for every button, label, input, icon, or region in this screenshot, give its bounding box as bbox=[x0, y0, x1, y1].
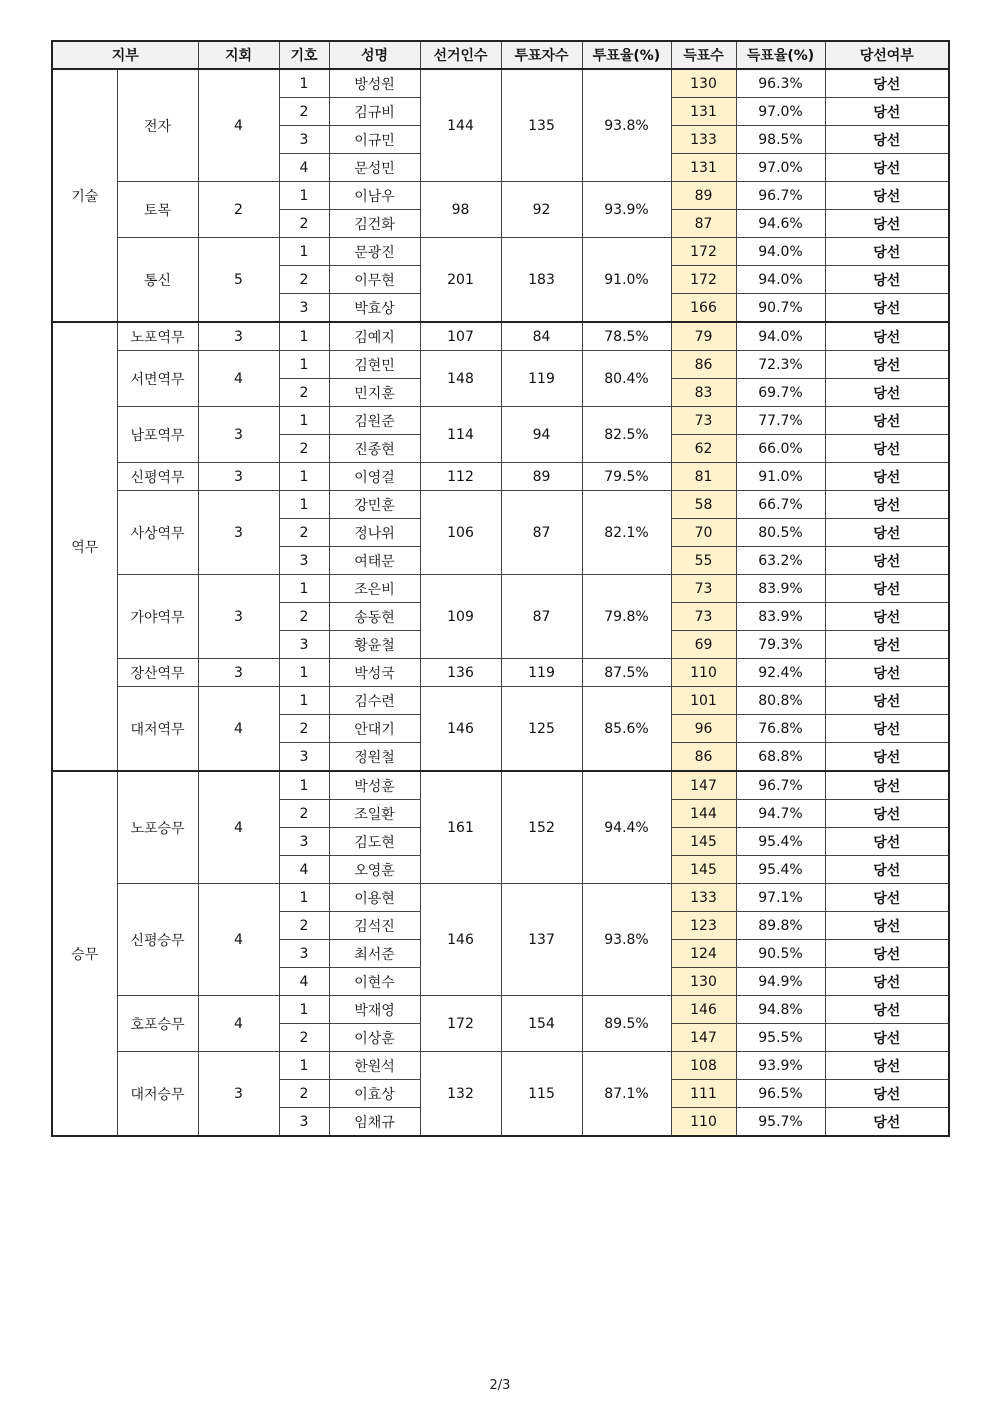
votes-cell: 166 bbox=[671, 294, 736, 323]
quota-cell: 3 bbox=[198, 575, 279, 659]
vote-rate-cell: 80.5% bbox=[736, 519, 825, 547]
vote-rate-cell: 95.4% bbox=[736, 828, 825, 856]
candidate-number-cell: 1 bbox=[279, 687, 329, 715]
voters-cell: 87 bbox=[501, 575, 582, 659]
votes-cell: 145 bbox=[671, 856, 736, 884]
result-cell: 당선 bbox=[825, 743, 949, 772]
electors-cell: 201 bbox=[420, 238, 501, 323]
candidate-name-cell: 김수련 bbox=[329, 687, 420, 715]
vote-rate-cell: 97.1% bbox=[736, 884, 825, 912]
candidate-number-cell: 3 bbox=[279, 743, 329, 772]
result-cell: 당선 bbox=[825, 491, 949, 519]
candidate-name-cell: 김도현 bbox=[329, 828, 420, 856]
result-cell: 당선 bbox=[825, 379, 949, 407]
votes-cell: 130 bbox=[671, 69, 736, 98]
sub-branch-cell: 노포승무 bbox=[117, 771, 198, 884]
candidate-name-cell: 황윤철 bbox=[329, 631, 420, 659]
vote-rate-cell: 83.9% bbox=[736, 575, 825, 603]
electors-cell: 146 bbox=[420, 687, 501, 772]
candidate-name-cell: 박성국 bbox=[329, 659, 420, 687]
electors-cell: 112 bbox=[420, 463, 501, 491]
sub-branch-cell: 토목 bbox=[117, 182, 198, 238]
quota-cell: 3 bbox=[198, 659, 279, 687]
votes-cell: 147 bbox=[671, 771, 736, 800]
result-cell: 당선 bbox=[825, 771, 949, 800]
voters-cell: 119 bbox=[501, 659, 582, 687]
header-quota: 지회 bbox=[198, 41, 279, 69]
table-row bbox=[52, 463, 949, 491]
turnout-cell: 82.5% bbox=[582, 407, 671, 463]
quota-cell: 4 bbox=[198, 996, 279, 1052]
result-cell: 당선 bbox=[825, 266, 949, 294]
turnout-cell: 79.8% bbox=[582, 575, 671, 659]
vote-rate-cell: 77.7% bbox=[736, 407, 825, 435]
candidate-number-cell: 1 bbox=[279, 491, 329, 519]
candidate-number-cell: 1 bbox=[279, 322, 329, 351]
voters-cell: 152 bbox=[501, 771, 582, 884]
branch-cell: 기술 bbox=[52, 69, 117, 322]
vote-rate-cell: 98.5% bbox=[736, 126, 825, 154]
candidate-name-cell: 이영걸 bbox=[329, 463, 420, 491]
table-row bbox=[52, 182, 949, 210]
vote-rate-cell: 97.0% bbox=[736, 154, 825, 182]
candidate-name-cell: 강민훈 bbox=[329, 491, 420, 519]
vote-rate-cell: 94.0% bbox=[736, 266, 825, 294]
result-cell: 당선 bbox=[825, 322, 949, 351]
quota-cell: 3 bbox=[198, 407, 279, 463]
header-electors: 선거인수 bbox=[420, 41, 501, 69]
candidate-name-cell: 이용현 bbox=[329, 884, 420, 912]
candidate-number-cell: 2 bbox=[279, 379, 329, 407]
turnout-cell: 94.4% bbox=[582, 771, 671, 884]
candidate-name-cell: 박효상 bbox=[329, 294, 420, 323]
result-cell: 당선 bbox=[825, 659, 949, 687]
candidate-number-cell: 2 bbox=[279, 800, 329, 828]
vote-rate-cell: 83.9% bbox=[736, 603, 825, 631]
votes-cell: 96 bbox=[671, 715, 736, 743]
header-result: 당선여부 bbox=[825, 41, 949, 69]
turnout-cell: 87.5% bbox=[582, 659, 671, 687]
candidate-name-cell: 방성원 bbox=[329, 69, 420, 98]
vote-rate-cell: 90.7% bbox=[736, 294, 825, 323]
electors-cell: 172 bbox=[420, 996, 501, 1052]
vote-rate-cell: 94.7% bbox=[736, 800, 825, 828]
turnout-cell: 89.5% bbox=[582, 996, 671, 1052]
electors-cell: 109 bbox=[420, 575, 501, 659]
candidate-number-cell: 2 bbox=[279, 266, 329, 294]
candidate-name-cell: 정원철 bbox=[329, 743, 420, 772]
candidate-name-cell: 김원준 bbox=[329, 407, 420, 435]
candidate-number-cell: 2 bbox=[279, 912, 329, 940]
result-cell: 당선 bbox=[825, 294, 949, 323]
candidate-number-cell: 4 bbox=[279, 856, 329, 884]
vote-rate-cell: 93.9% bbox=[736, 1052, 825, 1080]
vote-rate-cell: 94.9% bbox=[736, 968, 825, 996]
candidate-name-cell: 송동현 bbox=[329, 603, 420, 631]
vote-rate-cell: 94.0% bbox=[736, 322, 825, 351]
candidate-name-cell: 이효상 bbox=[329, 1080, 420, 1108]
candidate-number-cell: 2 bbox=[279, 603, 329, 631]
quota-cell: 3 bbox=[198, 491, 279, 575]
candidate-name-cell: 박성훈 bbox=[329, 771, 420, 800]
candidate-number-cell: 1 bbox=[279, 351, 329, 379]
result-cell: 당선 bbox=[825, 1024, 949, 1052]
table-row bbox=[52, 69, 949, 98]
candidate-name-cell: 진종현 bbox=[329, 435, 420, 463]
candidate-name-cell: 이상훈 bbox=[329, 1024, 420, 1052]
header-branch: 지부 bbox=[52, 41, 198, 69]
header-vote-rate: 득표율(%) bbox=[736, 41, 825, 69]
candidate-number-cell: 3 bbox=[279, 1108, 329, 1137]
vote-rate-cell: 94.0% bbox=[736, 238, 825, 266]
table-body bbox=[52, 69, 949, 1136]
candidate-number-cell: 1 bbox=[279, 884, 329, 912]
sub-branch-cell: 남포역무 bbox=[117, 407, 198, 463]
sub-branch-cell: 신평승무 bbox=[117, 884, 198, 996]
voters-cell: 92 bbox=[501, 182, 582, 238]
candidate-name-cell: 민지훈 bbox=[329, 379, 420, 407]
vote-rate-cell: 89.8% bbox=[736, 912, 825, 940]
votes-cell: 147 bbox=[671, 1024, 736, 1052]
candidate-name-cell: 이현수 bbox=[329, 968, 420, 996]
candidate-number-cell: 1 bbox=[279, 69, 329, 98]
result-cell: 당선 bbox=[825, 631, 949, 659]
table-row bbox=[52, 491, 949, 519]
vote-rate-cell: 76.8% bbox=[736, 715, 825, 743]
candidate-name-cell: 박재영 bbox=[329, 996, 420, 1024]
votes-cell: 110 bbox=[671, 1108, 736, 1137]
vote-rate-cell: 79.3% bbox=[736, 631, 825, 659]
candidate-number-cell: 3 bbox=[279, 294, 329, 323]
result-cell: 당선 bbox=[825, 828, 949, 856]
quota-cell: 4 bbox=[198, 884, 279, 996]
result-cell: 당선 bbox=[825, 69, 949, 98]
votes-cell: 130 bbox=[671, 968, 736, 996]
turnout-cell: 93.8% bbox=[582, 69, 671, 182]
candidate-number-cell: 1 bbox=[279, 659, 329, 687]
electors-cell: 106 bbox=[420, 491, 501, 575]
header-number: 기호 bbox=[279, 41, 329, 69]
votes-cell: 86 bbox=[671, 743, 736, 772]
votes-cell: 111 bbox=[671, 1080, 736, 1108]
turnout-cell: 79.5% bbox=[582, 463, 671, 491]
candidate-name-cell: 조은비 bbox=[329, 575, 420, 603]
result-cell: 당선 bbox=[825, 519, 949, 547]
votes-cell: 108 bbox=[671, 1052, 736, 1080]
vote-rate-cell: 90.5% bbox=[736, 940, 825, 968]
quota-cell: 4 bbox=[198, 687, 279, 772]
result-cell: 당선 bbox=[825, 238, 949, 266]
electors-cell: 132 bbox=[420, 1052, 501, 1137]
electors-cell: 136 bbox=[420, 659, 501, 687]
candidate-number-cell: 3 bbox=[279, 631, 329, 659]
voters-cell: 125 bbox=[501, 687, 582, 772]
votes-cell: 70 bbox=[671, 519, 736, 547]
table-row bbox=[52, 771, 949, 800]
quota-cell: 3 bbox=[198, 463, 279, 491]
votes-cell: 62 bbox=[671, 435, 736, 463]
candidate-number-cell: 3 bbox=[279, 126, 329, 154]
electors-cell: 98 bbox=[420, 182, 501, 238]
turnout-cell: 85.6% bbox=[582, 687, 671, 772]
turnout-cell: 93.8% bbox=[582, 884, 671, 996]
turnout-cell: 87.1% bbox=[582, 1052, 671, 1137]
votes-cell: 73 bbox=[671, 407, 736, 435]
election-results-table bbox=[51, 40, 950, 1137]
result-cell: 당선 bbox=[825, 210, 949, 238]
vote-rate-cell: 94.8% bbox=[736, 996, 825, 1024]
candidate-number-cell: 1 bbox=[279, 771, 329, 800]
candidate-number-cell: 2 bbox=[279, 715, 329, 743]
candidate-number-cell: 4 bbox=[279, 154, 329, 182]
result-cell: 당선 bbox=[825, 547, 949, 575]
candidate-number-cell: 2 bbox=[279, 98, 329, 126]
votes-cell: 87 bbox=[671, 210, 736, 238]
candidate-name-cell: 임채규 bbox=[329, 1108, 420, 1137]
candidate-name-cell: 정나위 bbox=[329, 519, 420, 547]
vote-rate-cell: 96.7% bbox=[736, 771, 825, 800]
vote-rate-cell: 96.3% bbox=[736, 69, 825, 98]
voters-cell: 87 bbox=[501, 491, 582, 575]
candidate-name-cell: 이규민 bbox=[329, 126, 420, 154]
turnout-cell: 80.4% bbox=[582, 351, 671, 407]
quota-cell: 2 bbox=[198, 182, 279, 238]
result-cell: 당선 bbox=[825, 435, 949, 463]
header-votes: 득표수 bbox=[671, 41, 736, 69]
result-cell: 당선 bbox=[825, 1108, 949, 1137]
table-row bbox=[52, 996, 949, 1024]
candidate-number-cell: 3 bbox=[279, 828, 329, 856]
result-cell: 당선 bbox=[825, 575, 949, 603]
result-cell: 당선 bbox=[825, 715, 949, 743]
candidate-name-cell: 한원석 bbox=[329, 1052, 420, 1080]
result-cell: 당선 bbox=[825, 463, 949, 491]
votes-cell: 124 bbox=[671, 940, 736, 968]
candidate-name-cell: 조일환 bbox=[329, 800, 420, 828]
sub-branch-cell: 대저역무 bbox=[117, 687, 198, 772]
candidate-name-cell: 문성민 bbox=[329, 154, 420, 182]
branch-cell: 승무 bbox=[52, 771, 117, 1136]
header-row bbox=[52, 41, 949, 69]
quota-cell: 3 bbox=[198, 1052, 279, 1137]
candidate-name-cell: 안대기 bbox=[329, 715, 420, 743]
header-turnout: 투표율(%) bbox=[582, 41, 671, 69]
turnout-cell: 78.5% bbox=[582, 322, 671, 351]
electors-cell: 161 bbox=[420, 771, 501, 884]
votes-cell: 145 bbox=[671, 828, 736, 856]
candidate-name-cell: 이남우 bbox=[329, 182, 420, 210]
candidate-number-cell: 1 bbox=[279, 575, 329, 603]
votes-cell: 79 bbox=[671, 322, 736, 351]
result-cell: 당선 bbox=[825, 98, 949, 126]
result-cell: 당선 bbox=[825, 940, 949, 968]
page-number: 2/3 bbox=[489, 1378, 511, 1393]
electors-cell: 146 bbox=[420, 884, 501, 996]
table-row bbox=[52, 351, 949, 379]
header-name: 성명 bbox=[329, 41, 420, 69]
electors-cell: 107 bbox=[420, 322, 501, 351]
sub-branch-cell: 통신 bbox=[117, 238, 198, 323]
quota-cell: 4 bbox=[198, 69, 279, 182]
candidate-number-cell: 1 bbox=[279, 463, 329, 491]
sub-branch-cell: 장산역무 bbox=[117, 659, 198, 687]
candidate-number-cell: 2 bbox=[279, 1080, 329, 1108]
result-cell: 당선 bbox=[825, 154, 949, 182]
sub-branch-cell: 신평역무 bbox=[117, 463, 198, 491]
vote-rate-cell: 96.7% bbox=[736, 182, 825, 210]
candidate-number-cell: 2 bbox=[279, 210, 329, 238]
sub-branch-cell: 전자 bbox=[117, 69, 198, 182]
table-row bbox=[52, 322, 949, 351]
vote-rate-cell: 69.7% bbox=[736, 379, 825, 407]
voters-cell: 115 bbox=[501, 1052, 582, 1137]
vote-rate-cell: 66.7% bbox=[736, 491, 825, 519]
candidate-number-cell: 3 bbox=[279, 547, 329, 575]
vote-rate-cell: 94.6% bbox=[736, 210, 825, 238]
votes-cell: 55 bbox=[671, 547, 736, 575]
voters-cell: 137 bbox=[501, 884, 582, 996]
votes-cell: 133 bbox=[671, 884, 736, 912]
table-row bbox=[52, 884, 949, 912]
candidate-number-cell: 1 bbox=[279, 1052, 329, 1080]
candidate-number-cell: 2 bbox=[279, 519, 329, 547]
vote-rate-cell: 80.8% bbox=[736, 687, 825, 715]
candidate-name-cell: 최서준 bbox=[329, 940, 420, 968]
candidate-number-cell: 3 bbox=[279, 940, 329, 968]
candidate-name-cell: 김석진 bbox=[329, 912, 420, 940]
voters-cell: 135 bbox=[501, 69, 582, 182]
candidate-number-cell: 2 bbox=[279, 1024, 329, 1052]
vote-rate-cell: 63.2% bbox=[736, 547, 825, 575]
votes-cell: 73 bbox=[671, 575, 736, 603]
table-row bbox=[52, 238, 949, 266]
candidate-name-cell: 김현민 bbox=[329, 351, 420, 379]
vote-rate-cell: 95.4% bbox=[736, 856, 825, 884]
vote-rate-cell: 91.0% bbox=[736, 463, 825, 491]
quota-cell: 5 bbox=[198, 238, 279, 323]
vote-rate-cell: 95.7% bbox=[736, 1108, 825, 1137]
votes-cell: 131 bbox=[671, 154, 736, 182]
quota-cell: 3 bbox=[198, 322, 279, 351]
voters-cell: 119 bbox=[501, 351, 582, 407]
votes-cell: 172 bbox=[671, 266, 736, 294]
votes-cell: 144 bbox=[671, 800, 736, 828]
voters-cell: 183 bbox=[501, 238, 582, 323]
sub-branch-cell: 노포역무 bbox=[117, 322, 198, 351]
result-cell: 당선 bbox=[825, 687, 949, 715]
votes-cell: 86 bbox=[671, 351, 736, 379]
voters-cell: 94 bbox=[501, 407, 582, 463]
votes-cell: 123 bbox=[671, 912, 736, 940]
voters-cell: 89 bbox=[501, 463, 582, 491]
votes-cell: 131 bbox=[671, 98, 736, 126]
vote-rate-cell: 72.3% bbox=[736, 351, 825, 379]
quota-cell: 4 bbox=[198, 771, 279, 884]
quota-cell: 4 bbox=[198, 351, 279, 407]
vote-rate-cell: 92.4% bbox=[736, 659, 825, 687]
turnout-cell: 93.9% bbox=[582, 182, 671, 238]
table-row bbox=[52, 407, 949, 435]
sub-branch-cell: 호포승무 bbox=[117, 996, 198, 1052]
result-cell: 당선 bbox=[825, 407, 949, 435]
candidate-number-cell: 1 bbox=[279, 238, 329, 266]
result-cell: 당선 bbox=[825, 968, 949, 996]
votes-cell: 110 bbox=[671, 659, 736, 687]
candidate-name-cell: 김건화 bbox=[329, 210, 420, 238]
votes-cell: 146 bbox=[671, 996, 736, 1024]
sub-branch-cell: 대저승무 bbox=[117, 1052, 198, 1137]
votes-cell: 133 bbox=[671, 126, 736, 154]
result-cell: 당선 bbox=[825, 884, 949, 912]
turnout-cell: 82.1% bbox=[582, 491, 671, 575]
sub-branch-cell: 사상역무 bbox=[117, 491, 198, 575]
vote-rate-cell: 66.0% bbox=[736, 435, 825, 463]
candidate-number-cell: 1 bbox=[279, 182, 329, 210]
result-cell: 당선 bbox=[825, 126, 949, 154]
votes-cell: 101 bbox=[671, 687, 736, 715]
candidate-number-cell: 4 bbox=[279, 968, 329, 996]
header-voters: 투표자수 bbox=[501, 41, 582, 69]
table-row bbox=[52, 1052, 949, 1080]
turnout-cell: 91.0% bbox=[582, 238, 671, 323]
table-row bbox=[52, 575, 949, 603]
electors-cell: 148 bbox=[420, 351, 501, 407]
result-cell: 당선 bbox=[825, 912, 949, 940]
result-cell: 당선 bbox=[825, 1080, 949, 1108]
vote-rate-cell: 95.5% bbox=[736, 1024, 825, 1052]
votes-cell: 73 bbox=[671, 603, 736, 631]
candidate-name-cell: 문광진 bbox=[329, 238, 420, 266]
result-cell: 당선 bbox=[825, 996, 949, 1024]
votes-cell: 83 bbox=[671, 379, 736, 407]
branch-cell: 역무 bbox=[52, 322, 117, 771]
result-cell: 당선 bbox=[825, 351, 949, 379]
table-row bbox=[52, 659, 949, 687]
votes-cell: 69 bbox=[671, 631, 736, 659]
result-cell: 당선 bbox=[825, 603, 949, 631]
candidate-name-cell: 김예지 bbox=[329, 322, 420, 351]
candidate-name-cell: 여태문 bbox=[329, 547, 420, 575]
sub-branch-cell: 서면역무 bbox=[117, 351, 198, 407]
electors-cell: 114 bbox=[420, 407, 501, 463]
votes-cell: 172 bbox=[671, 238, 736, 266]
electors-cell: 144 bbox=[420, 69, 501, 182]
candidate-number-cell: 2 bbox=[279, 435, 329, 463]
candidate-name-cell: 김규비 bbox=[329, 98, 420, 126]
vote-rate-cell: 68.8% bbox=[736, 743, 825, 772]
result-cell: 당선 bbox=[825, 800, 949, 828]
sub-branch-cell: 가야역무 bbox=[117, 575, 198, 659]
voters-cell: 84 bbox=[501, 322, 582, 351]
votes-cell: 89 bbox=[671, 182, 736, 210]
result-cell: 당선 bbox=[825, 182, 949, 210]
candidate-number-cell: 1 bbox=[279, 407, 329, 435]
votes-cell: 58 bbox=[671, 491, 736, 519]
voters-cell: 154 bbox=[501, 996, 582, 1052]
candidate-number-cell: 1 bbox=[279, 996, 329, 1024]
vote-rate-cell: 97.0% bbox=[736, 98, 825, 126]
votes-cell: 81 bbox=[671, 463, 736, 491]
table-row bbox=[52, 687, 949, 715]
candidate-name-cell: 오영훈 bbox=[329, 856, 420, 884]
candidate-name-cell: 이무현 bbox=[329, 266, 420, 294]
result-cell: 당선 bbox=[825, 1052, 949, 1080]
result-cell: 당선 bbox=[825, 856, 949, 884]
vote-rate-cell: 96.5% bbox=[736, 1080, 825, 1108]
